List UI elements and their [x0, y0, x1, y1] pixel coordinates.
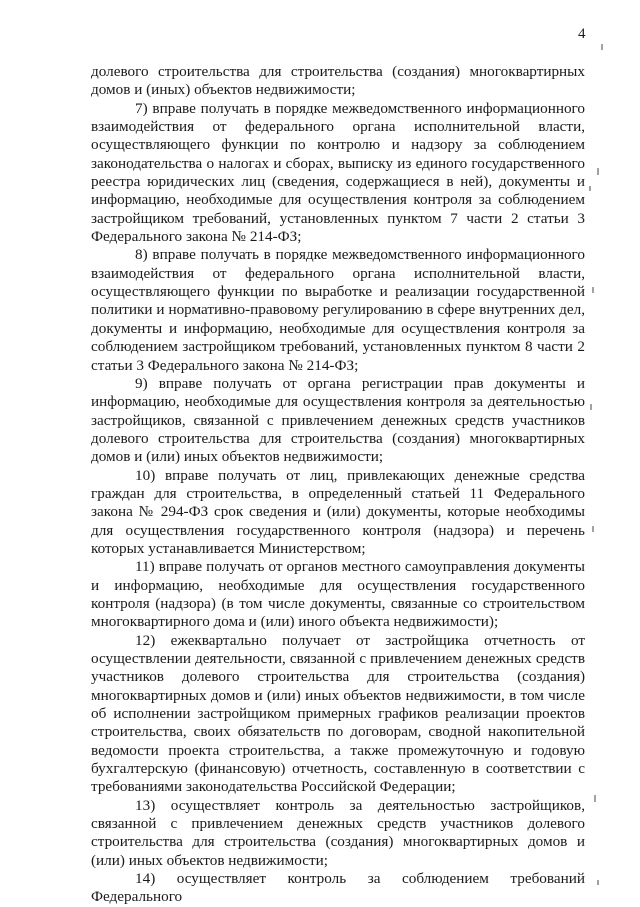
- paragraph-item-11: 11) вправе получать от органов местного самоуправления документы и информацию, необходимые для осуществления государственного контроля (надзора) (в том числе документы, связанные со строительством многоквартирного дома и (или) иного объекта недвижимости);: [91, 558, 585, 631]
- paragraph-item-10: 10) вправе получать от лиц, привлекающих денежные средства граждан для строительства, в определенный статьей 11 Федерального закона № 294-ФЗ срок сведения и (или) документы, которые необходимы для осуществления государственного контроля (надзора) и перечень которых устанавливается Министерством;: [91, 466, 585, 557]
- paragraph-item-7: 7) вправе получать в порядке межведомственного информационного взаимодействия от федерального органа исполнительной власти, осуществляющего функции по контролю и надзору за соблюдением законодательства о налогах и сборах, выписку из единого государственного реестра юридических лиц (сведения, содержащиеся в ней), документы и информацию, необходимые для осуществления контроля за соблюдением застройщиком требований, установленных пунктом 7 части 2 статьи 3 Федерального закона № 214-ФЗ;: [91, 99, 585, 246]
- paragraph-continuation: долевого строительства для строительства (создания) многоквартирных домов и (иных) объектов недвижимости;: [91, 63, 585, 99]
- paragraph-item-13: 13) осуществляет контроль за деятельностью застройщиков, связанной с привлечением денежных средств участников долевого строительства для строительства (создания) многоквартирных домов и (или) иных объектов недвижимости;: [91, 796, 585, 869]
- scan-mark: [592, 526, 594, 532]
- page-number: 4: [578, 26, 586, 42]
- scan-mark: [592, 287, 594, 293]
- scan-mark: [594, 795, 596, 802]
- paragraph-item-14: 14) осуществляет контроль за соблюдением требований Федерального: [91, 870, 585, 906]
- paragraph-item-9: 9) вправе получать от органа регистрации прав документы и информацию, необходимые для осуществления контроля за деятельностью застройщиков, связанной с привлечением денежных средств участников долевого строительства для строительства (создания) многоквартирных домов и (или) иных объектов недвижимости;: [91, 374, 585, 466]
- paragraph-item-8: 8) вправе получать в порядке межведомственного информационного взаимодействия от федерального органа исполнительной власти, осуществляющего функции по выработке и реализации государственной политики и нормативно-правовому регулированию в сфере внутренних дел, документы и информацию, необходимые для осуществления контроля за соблюдением застройщиком требований, установленных пунктом 8 части 2 статьи 3 Федерального закона № 214-ФЗ;: [91, 246, 585, 374]
- scan-mark: [589, 186, 591, 191]
- scan-mark: [590, 404, 592, 410]
- scan-mark: [597, 880, 599, 885]
- paragraph-item-12: 12) ежеквартально получает от застройщика отчетность от осуществлении деятельности, связанной с привлечением денежных средств участников долевого строительства для строительства (создания) многоквартирных домов и (или) иных объектов недвижимости, в том числе об исполнении застройщиком примерных графиков реализации проектов строительства, своих обязательств по договорам, сводной накопительной ведомости проекта строительства, а также промежуточную и годовую бухгалтерскую (финансовую) отчетность, составленную в соответствии с требованиями законодательства Российской Федерации;: [91, 631, 585, 796]
- scan-mark: [601, 44, 603, 50]
- document-body: [91, 63, 585, 907]
- scan-mark: [597, 168, 599, 175]
